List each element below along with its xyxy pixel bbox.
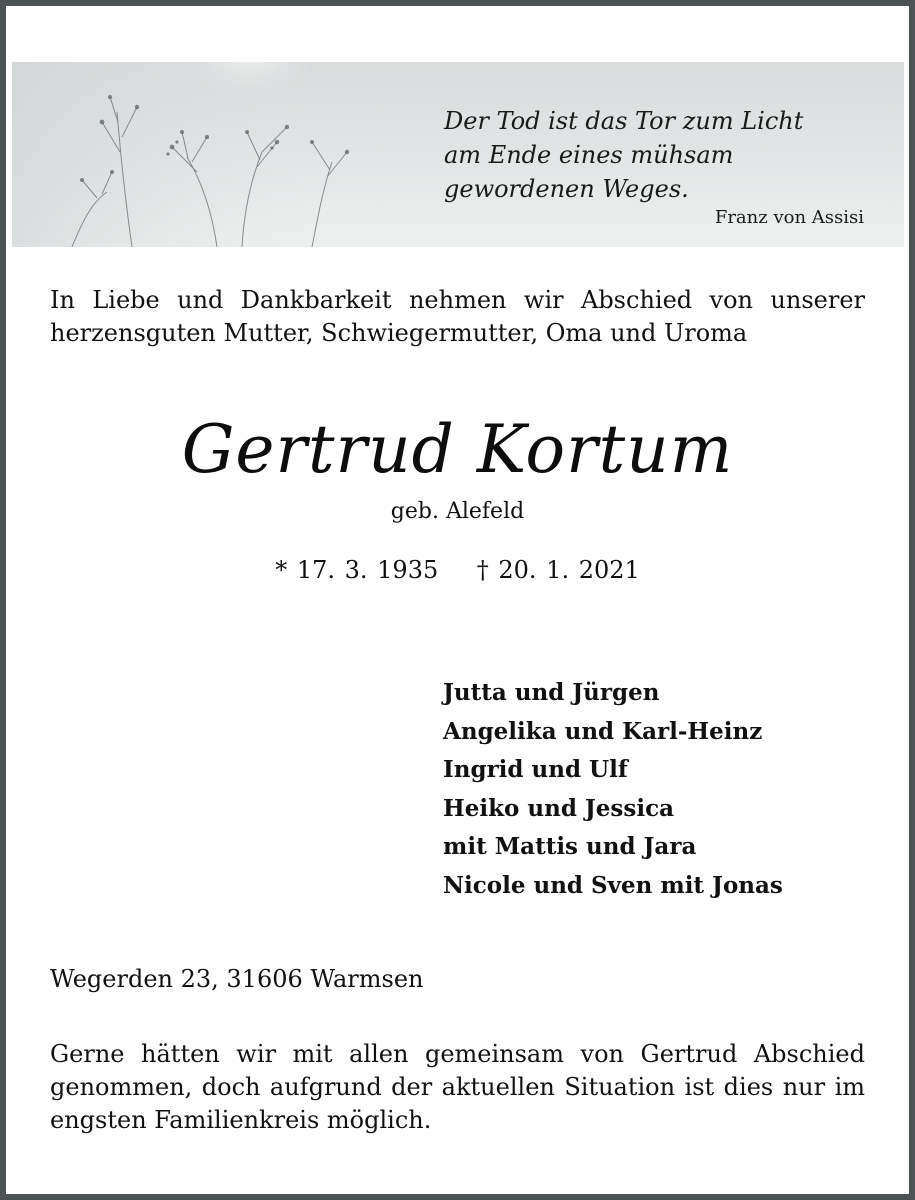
intro-paragraph: In Liebe und Dankbarkeit nehmen wir Abschied von unserer herzensguten Mutter, Schwiegermutter, Oma und Uroma (50, 286, 865, 347)
quote-author: Franz von Assisi (714, 207, 864, 228)
deceased-name: Gertrud Kortum (181, 411, 734, 488)
family-member: Nicole und Sven mit Jonas (443, 871, 783, 899)
life-dates (0, 556, 915, 584)
quote-line: gewordenen Weges. (444, 175, 689, 203)
death-date: † 20. 1. 2021 (476, 556, 640, 584)
family-member: mit Mattis und Jara (443, 833, 697, 860)
quote-line: Der Tod ist das Tor zum Licht (444, 107, 804, 135)
birth-name: geb. Alefeld (390, 499, 525, 524)
family-member: Jutta und Jürgen (443, 679, 660, 706)
dried-flowers-image (12, 62, 432, 247)
address: Wegerden 23, 31606 Warmsen (50, 965, 424, 993)
birth-date: * 17. 3. 1935 (275, 556, 439, 584)
family-member: Heiko und Jessica (443, 794, 674, 822)
closing-paragraph: Gerne hätten wir mit allen gemeinsam von Gertrud Abschied genommen, doch aufgrund der aktuellen Situation ist dies nur im engsten Familienkreis möglich. (50, 1040, 865, 1134)
family-member: Angelika und Karl-Heinz (443, 717, 763, 745)
family-member: Ingrid und Ulf (443, 756, 628, 783)
quote-line: am Ende eines mühsam (444, 141, 734, 169)
quote-text (444, 104, 864, 206)
family-list (443, 674, 783, 905)
